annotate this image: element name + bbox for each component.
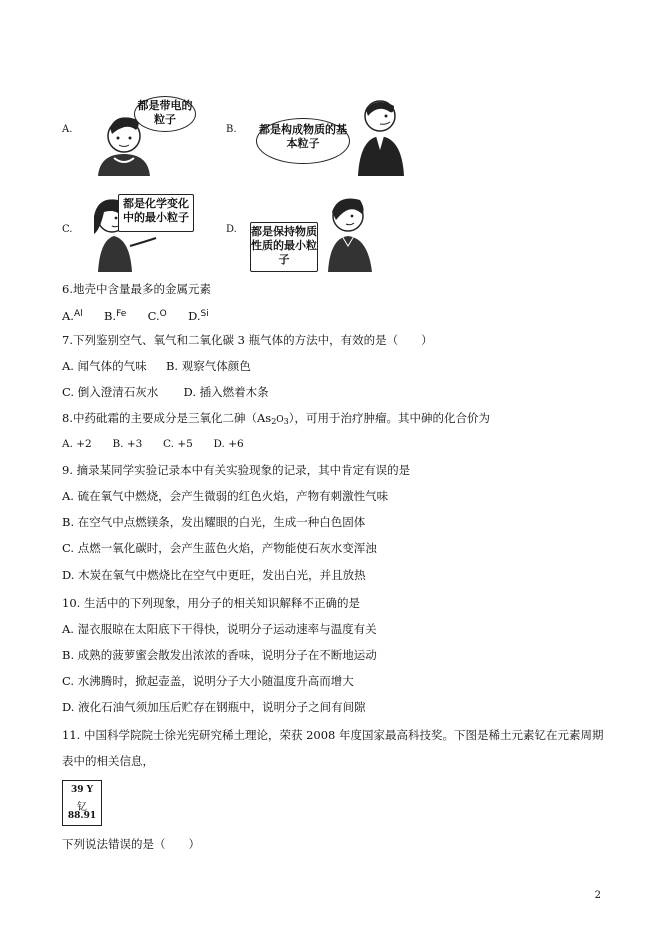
q10-option-c: C. 水沸腾时，掀起壶盖，说明分子大小随温度升高而增大: [62, 674, 354, 688]
q10-stem: 10. 生活中的下列现象，用分子的相关知识解释不正确的是: [62, 596, 360, 610]
q8-option-a: A. +2: [62, 438, 92, 450]
q11-question: 下列说法错误的是（ ）: [62, 837, 200, 851]
q6-option-b-value: Fe: [116, 309, 127, 319]
q7-options-row1: [62, 358, 251, 374]
q7-option-d: D. 插入燃着木条: [183, 385, 269, 399]
page-number: 2: [594, 890, 601, 901]
q9-option-d: D. 木炭在氧气中燃烧比在空气中更旺，发出白光，并且放热: [62, 568, 366, 582]
q7-option-b: B. 观察气体颜色: [165, 359, 251, 373]
q11-stem-line1: 11. 中国科学院院士徐光宪研究稀土理论，荣获 2008 年度国家最高科技奖。下图是稀土元素钇在元素周期: [62, 728, 604, 742]
figure-b-letter: B.: [226, 124, 237, 135]
q8-option-c: C. +5: [163, 438, 193, 450]
q7-option-c: C. 倒入澄清石灰水: [62, 385, 159, 399]
q9-option-a: A. 硫在氧气中燃烧，会产生微弱的红色火焰，产物有刺激性气味: [62, 489, 389, 503]
figure-d-letter: D.: [226, 224, 237, 235]
figure-d-bubble: 都是保持物质性质的最小粒子: [250, 222, 318, 272]
q10-option-b: B. 成熟的菠萝蜜会散发出浓浓的香味，说明分子在不断地运动: [62, 648, 377, 662]
q9-option-b: B. 在空气中点燃镁条，发出耀眼的白光，生成一种白色固体: [62, 515, 366, 529]
element-number-symbol: 39 Y: [70, 785, 94, 795]
q8-subscript-1: 2: [271, 417, 277, 426]
q6-option-d-value: Si: [200, 309, 209, 319]
q8-stem: [62, 410, 490, 430]
q8-option-b: B. +3: [112, 438, 143, 450]
element-name: 钇: [77, 802, 87, 813]
q6-option-b-letter: B.: [103, 309, 117, 323]
q8-subscript-2: 3: [283, 417, 289, 426]
q6-stem: 6.地壳中含量最多的金属元素: [62, 282, 211, 296]
figure-c-letter: C.: [62, 224, 73, 235]
figure-b-bubble: 都是构成物质的基本粒子: [256, 118, 350, 164]
q8-options: [62, 436, 244, 452]
q7-option-a: A. 闻气体的气味: [62, 359, 147, 373]
q11-stem-line2: 表中的相关信息，: [62, 754, 154, 768]
q6-options: [62, 306, 209, 324]
figure-c-bubble: 都是化学变化中的最小粒子: [118, 194, 194, 232]
q8-oxygen: O: [276, 415, 284, 425]
q6-option-a-letter: A.: [62, 309, 74, 323]
figure-a-bubble: 都是带电的粒子: [134, 96, 196, 132]
q9-option-c: C. 点燃一氧化碳时，会产生蓝色火焰，产物能使石灰水变浑浊: [62, 541, 377, 555]
q8-stem-post: ），可用于治疗肿瘤。其中砷的化合价为: [288, 411, 491, 425]
q7-options-row2: [62, 384, 269, 400]
q6-option-c-letter: C.: [147, 309, 160, 323]
q9-stem: 9. 摘录某同学实验记录本中有关实验现象的记录，其中肯定有误的是: [62, 463, 411, 477]
q6-option-d-letter: D.: [188, 309, 201, 323]
q10-option-a: A. 湿衣服晾在太阳底下干得快，说明分子运动速率与温度有关: [62, 622, 377, 636]
element-atomic-mass: 88.91: [67, 811, 97, 821]
q8-option-d: D. +6: [213, 438, 244, 450]
q10-option-d: D. 液化石油气须加压后贮存在钢瓶中，说明分子之间有间隙: [62, 700, 366, 714]
figure-d-person-illustration: [320, 190, 380, 272]
q6-option-a-value: Al: [73, 309, 83, 319]
q6-option-c-value: O: [159, 309, 167, 319]
q7-stem: 7.下列鉴别空气、氧气和二氧化碳 3 瓶气体的方法中，有效的是（ ）: [62, 333, 433, 347]
q8-stem-pre: 8.中药砒霜的主要成分是三氧化二砷（As: [62, 411, 272, 425]
element-card-yttrium: [62, 780, 102, 826]
figure-b-person-illustration: [350, 92, 410, 176]
figure-a-letter: A.: [62, 124, 73, 135]
